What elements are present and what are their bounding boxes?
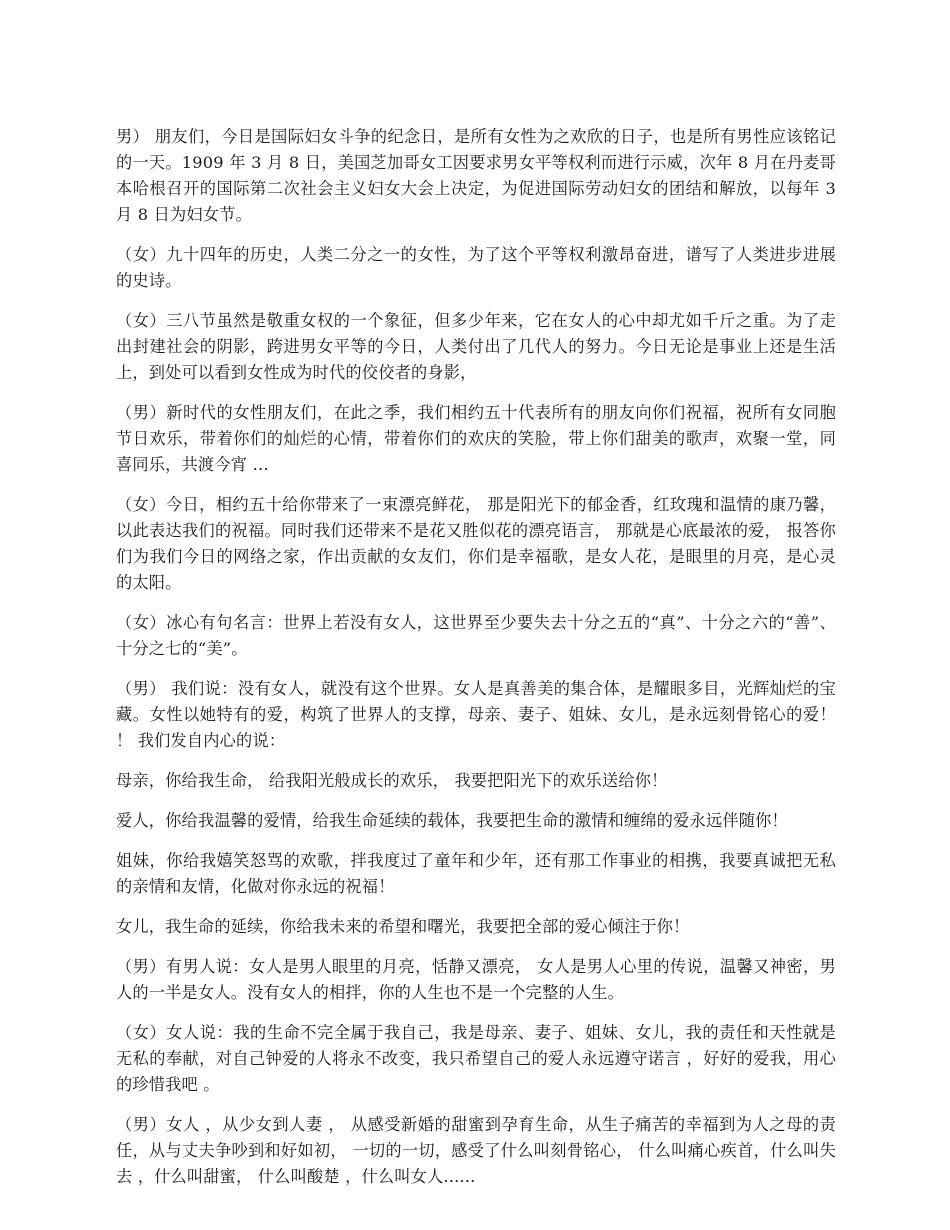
paragraph-bingxin-quote: （女）冰心有句名言：世界上若没有女人，这世界至少要失去十分之五的“真”、十分之六的“善”、十分之七的“美”。 <box>116 613 836 658</box>
paragraph-sister: 姐妹，你给我嬉笑怒骂的欢歌，拌我度过了童年和少年，还有那工作事业的相携，我要真诚把无私的亲情和友情，化做对你永远的祝福！ <box>116 851 836 896</box>
paragraph-womanhood: （男）女人 ，从少女到人妻 ， 从感受新婚的甜蜜到孕育生命，从生子痛苦的幸福到为人之母的责任，从与丈夫争吵到和好如初， 一切的一切，感受了什么叫刻骨铭心， 什么叫痛心疾首，什么叫失去 ，什么叫甜蜜， 什么叫酸楚 ，什么叫女人...... <box>116 1115 836 1186</box>
document-body <box>116 124 836 1204</box>
paragraph-no-women: （男） 我们说：没有女人，就没有这个世界。女人是真善美的集合体，是耀眼多目，光辉灿烂的宝藏。女性以她特有的爱，构筑了世界人的支撑，母亲、妻子、姐妹、女儿，是永远刻骨铭心的爱！ ！ 我们发自内心的说： <box>116 679 836 750</box>
paragraph-lover: 爱人，你给我温馨的爱情，给我生命延续的载体，我要把生命的激情和缠绵的爱永远伴随你！ <box>116 811 788 830</box>
paragraph-daughter: 女儿，我生命的延续，你给我未来的希望和曙光，我要把全部的爱心倾注于你！ <box>116 917 690 936</box>
paragraph-blessing: （男）新时代的女性朋友们，在此之季，我们相约五十代表所有的朋友向你们祝福，祝所有女同胞节日欢乐，带着你们的灿烂的心情，带着你们的欢庆的笑脸，带上你们甜美的歌声，欢聚一堂，同喜同乐，共渡今宵 … <box>116 403 836 474</box>
paragraph-womens-day: （女）三八节虽然是敬重女权的一个象征，但多少年来，它在女人的心中却尤如千斤之重。为了走出封建社会的阴影，跨进男女平等的今日，人类付出了几代人的努力。今日无论是事业上还是生活上，到处可以看到女性成为时代的佼佼者的身影， <box>116 311 836 382</box>
paragraph-flowers: （女）今日，相约五十给你带来了一束漂亮鲜花， 那是阳光下的郁金香，红玫瑰和温情的康乃馨，以此表达我们的祝福。同时我们还带来不是花又胜似花的漂亮语言， 那就是心底最浓的爱， 报答你们为我们今日的网络之家，作出贡献的女友们，你们是幸福歌，是女人花，是眼里的月亮，是心灵的太阳。 <box>116 495 836 592</box>
paragraph-history: （女）九十四年的历史，人类二分之一的女性，为了这个平等权利激昂奋进，谱写了人类进步进展的史诗。 <box>116 245 836 290</box>
paragraph-intro: 男） 朋友们，今日是国际妇女斗争的纪念日，是所有女性为之欢欣的日子，也是所有男性应该铭记的一天。1909 年 3 月 8 日，美国芝加哥女工因要求男女平等权利而进行示威，次年 8 月在丹麦哥本哈根召开的国际第二次社会主义妇女大会上决定，为促进国际劳动妇女的团结和解放，以每年 3 月 8 日为妇女节。 <box>116 127 836 224</box>
paragraph-women-say: （女）女人说：我的生命不完全属于我自己，我是母亲、妻子、姐妹、女儿，我的责任和天性就是无私的奉献，对自己钟爱的人将永不改变，我只希望自己的爱人永远遵守诺言 ，好好的爱我，用心的珍惜我吧 。 <box>116 1023 836 1094</box>
paragraph-mother: 母亲，你给我生命， 给我阳光般成长的欢乐， 我要把阳光下的欢乐送给你！ <box>116 771 668 790</box>
paragraph-men-say: （男）有男人说：女人是男人眼里的月亮，恬静又漂亮， 女人是男人心里的传说，温馨又神密，男人的一半是女人。没有女人的相拌，你的人生也不是一个完整的人生。 <box>116 957 836 1002</box>
